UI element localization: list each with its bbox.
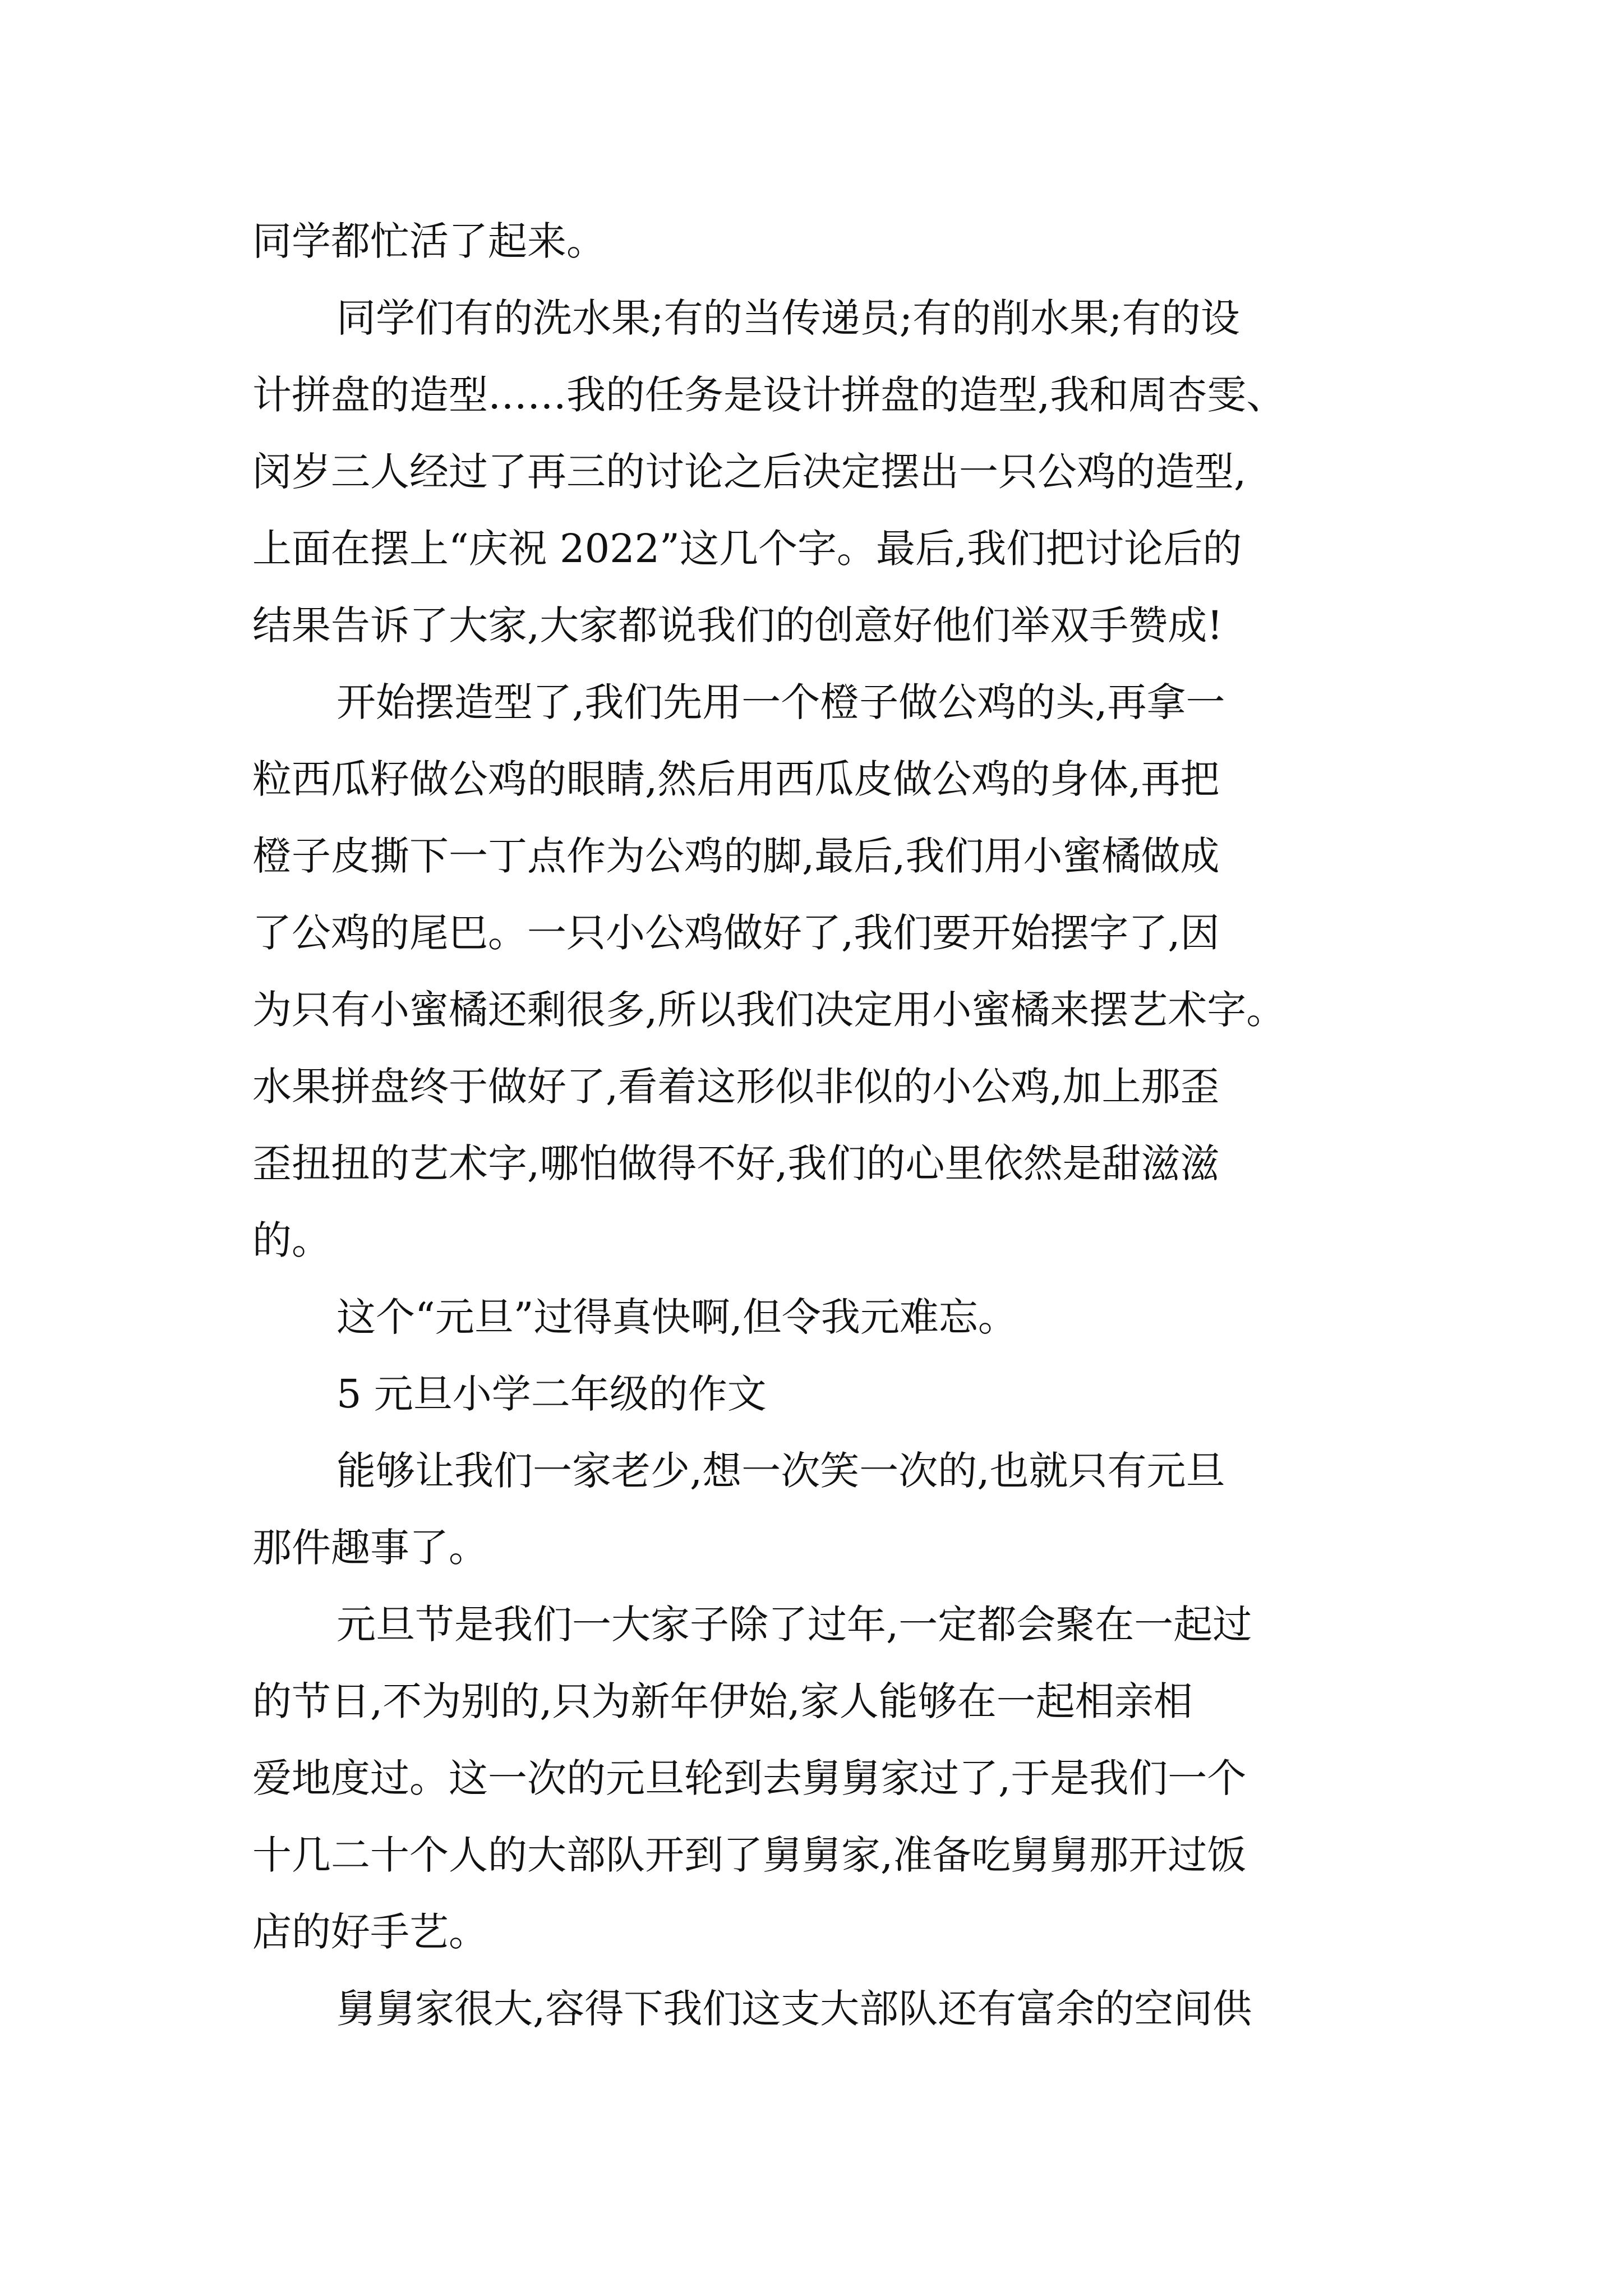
text-line: 舅舅家很大,容得下我们这支大部队还有富余的空间供 [336,1986,1252,2032]
text-line: 水果拼盘终于做好了,看着这形似非似的小公鸡,加上那歪 [252,1064,1220,1110]
text-line: 歪扭扭的艺术字,哪怕做得不好,我们的心里依然是甜滋滋 [252,1140,1220,1186]
text-line: 爱地度过。这一次的元旦轮到去舅舅家过了,于是我们一个 [252,1755,1247,1801]
text-line: 店的好手艺。 [252,1909,488,1955]
text-line: 这个“元旦”过得真快啊,但令我元难忘。 [336,1294,1017,1340]
text-line: 橙子皮撕下一丁点作为公鸡的脚,最后,我们用小蜜橘做成 [252,833,1220,879]
text-line: 开始摆造型了,我们先用一个橙子做公鸡的头,再拿一 [336,679,1225,725]
text-line: 为只有小蜜橘还剩很多,所以我们决定用小蜜橘来摆艺术字。 [252,987,1286,1033]
text-line: 能够让我们一家老少,想一次笑一次的,也就只有元旦 [336,1448,1225,1494]
text-line: 计拼盘的造型……我的任务是设计拼盘的造型,我和周杏雯、 [252,372,1286,418]
text-line: 闵岁三人经过了再三的讨论之后决定摆出一只公鸡的造型, [252,449,1247,495]
text-line: 了公鸡的尾巴。一只小公鸡做好了,我们要开始摆字了,因 [252,910,1220,956]
text-line: 同学们有的洗水果;有的当传递员;有的削水果;有的设 [336,295,1240,341]
text-line: 同学都忙活了起来。 [252,218,606,264]
section-heading: 5 元旦小学二年级的作文 [336,1371,767,1417]
text-line: 十几二十个人的大部队开到了舅舅家,准备吃舅舅那开过饭 [252,1832,1247,1878]
text-line: 那件趣事了。 [252,1525,488,1571]
text-line: 元旦节是我们一大家子除了过年,一定都会聚在一起过 [336,1602,1252,1648]
text-line: 的。 [252,1217,331,1263]
text-line: 的节日,不为别的,只为新年伊始,家人能够在一起相亲相 [252,1678,1193,1724]
text-line: 粒西瓜籽做公鸡的眼睛,然后用西瓜皮做公鸡的身体,再把 [252,756,1220,802]
text-line: 结果告诉了大家,大家都说我们的创意好他们举双手赞成! [252,602,1223,648]
text-line: 上面在摆上“庆祝 2022”这几个字。最后,我们把讨论后的 [252,526,1242,572]
